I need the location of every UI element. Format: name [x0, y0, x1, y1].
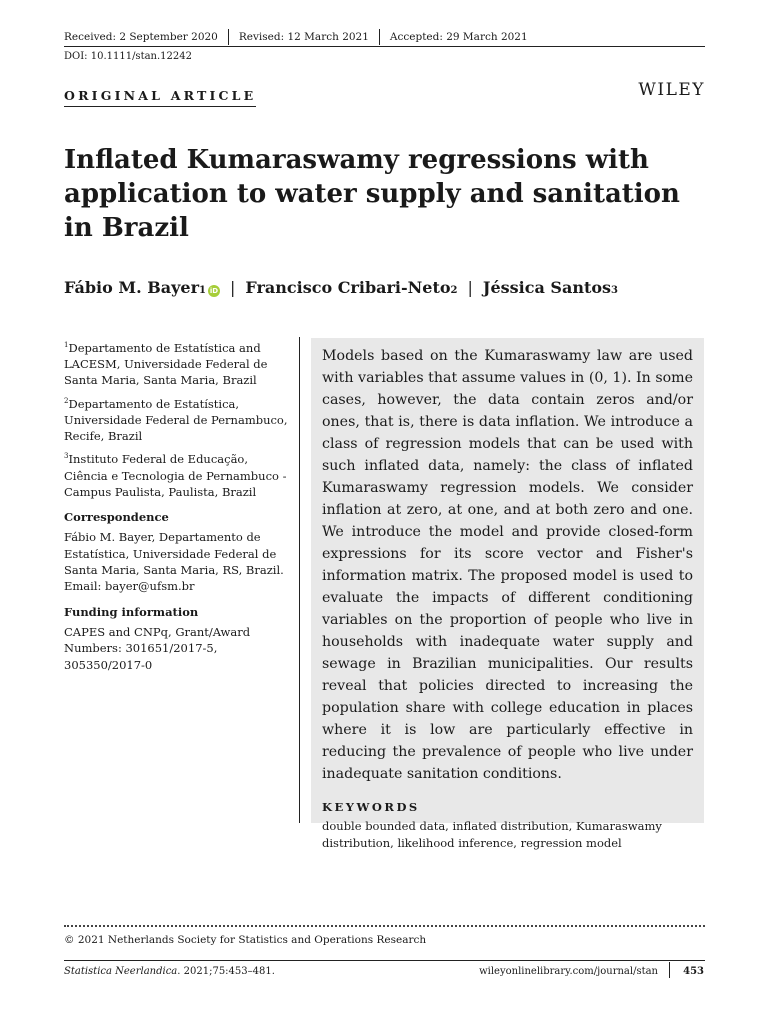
author-affiliation-sup: 2 [450, 285, 458, 296]
affiliation-text: Departamento de Estatística and LACESM, Universidade Federal de Santa Maria, Santa Maria, Brazil [64, 340, 268, 388]
affiliation-text: Departamento de Estatística, Universidade Federal de Pernambuco, Recife, Brazil [64, 396, 288, 444]
author-affiliation-sup: 1 [199, 285, 206, 296]
history-divider [379, 29, 380, 45]
revised-date: Revised: 12 March 2021 [238, 31, 369, 43]
received-date: Received: 2 September 2020 [64, 31, 218, 43]
funding-heading: Funding information [64, 604, 199, 619]
page-number: 453 [683, 966, 704, 977]
author-affiliation-sup: 3 [611, 285, 618, 296]
author-list [64, 278, 618, 297]
affiliation [64, 337, 292, 389]
page-divider [669, 962, 670, 978]
header-rule [64, 46, 705, 47]
author-name[interactable]: Jéssica Santos [482, 278, 612, 297]
correspondence-address: Fábio M. Bayer, Departamento de Estatística, Universidade Federal de Santa Maria, Santa Maria, RS, Brazil. [64, 530, 284, 578]
journal-citation [64, 966, 275, 977]
author-separator: | [467, 278, 473, 297]
footer-dotted-rule [64, 925, 705, 927]
abstract-text: Models based on the Kumaraswamy law are used with variables that assume values in (0, 1). In some cases, however, the data contain zeros and/or ones, that is, there is data inflation. We introduce a class of regression models that can be used with such inflated data, namely: the class of inflated Kumaraswamy regression models. We consider inflation at zero, at one, and at both zero and one. We introduce the model and provide closed-form expressions for its score vector and Fisher's information matrix. The proposed model is used to evaluate the impacts of different conditioning variables on the proportion of people who live in households with inadequate water supply and sewage in Brazilian municipalities. Our results reveal that policies directed to increasing the population share with college education in places where it is low are particularly effective in reducing the prevalence of people who live under inadequate sanitation conditions. [322, 348, 693, 782]
affiliation-text: Instituto Federal de Educação, Ciência e Tecnologia de Pernambuco - Campus Paulista, Paulista, Brazil [64, 452, 287, 499]
copyright: © 2021 Netherlands Society for Statistics and Operations Research [64, 934, 427, 946]
author-separator: | [229, 278, 236, 297]
funding-text: CAPES and CNPq, Grant/Award Numbers: 301651/2017-5, 305350/2017-0 [64, 624, 251, 672]
affiliation [64, 448, 292, 500]
affiliation-number: 2 [64, 396, 69, 405]
article-info-column [64, 337, 292, 677]
affiliation-number: 3 [64, 452, 69, 461]
keywords-heading: KEYWORDS [322, 800, 420, 814]
correspondence-heading: Correspondence [64, 510, 169, 525]
article-type: ORIGINAL ARTICLE [64, 88, 256, 107]
abstract-box [311, 338, 704, 850]
orcid-icon[interactable]: iD [209, 287, 219, 295]
paper-title: Inflated Kumaraswamy regressions with application to water supply and sanitation in Brazil [64, 145, 680, 243]
footer-rule [64, 960, 705, 961]
affiliation [64, 393, 292, 445]
accepted-date: Accepted: 29 March 2021 [389, 31, 528, 43]
publisher-logo: WILEY [638, 80, 705, 100]
correspondence-email[interactable]: Email: bayer@ufsm.br [64, 579, 195, 594]
correspondence-text [64, 529, 292, 594]
journal-name: Statistica Neerlandica [64, 966, 178, 977]
history-divider [228, 29, 229, 45]
citation-details: . 2021;75:453–481. [177, 966, 275, 977]
doi[interactable]: DOI: 10.1111/stan.12242 [64, 51, 192, 62]
affiliation-number: 1 [64, 341, 69, 349]
journal-url[interactable]: wileyonlinelibrary.com/journal/stan [479, 966, 658, 977]
publication-history [64, 29, 528, 45]
author-name[interactable]: Fábio M. Bayer [64, 278, 200, 297]
keywords-list: double bounded data, inflated distribution, Kumaraswamy distribution, likelihood inference, regression model [322, 819, 662, 850]
column-divider [299, 337, 300, 823]
author-name[interactable]: Francisco Cribari-Neto [245, 278, 451, 297]
